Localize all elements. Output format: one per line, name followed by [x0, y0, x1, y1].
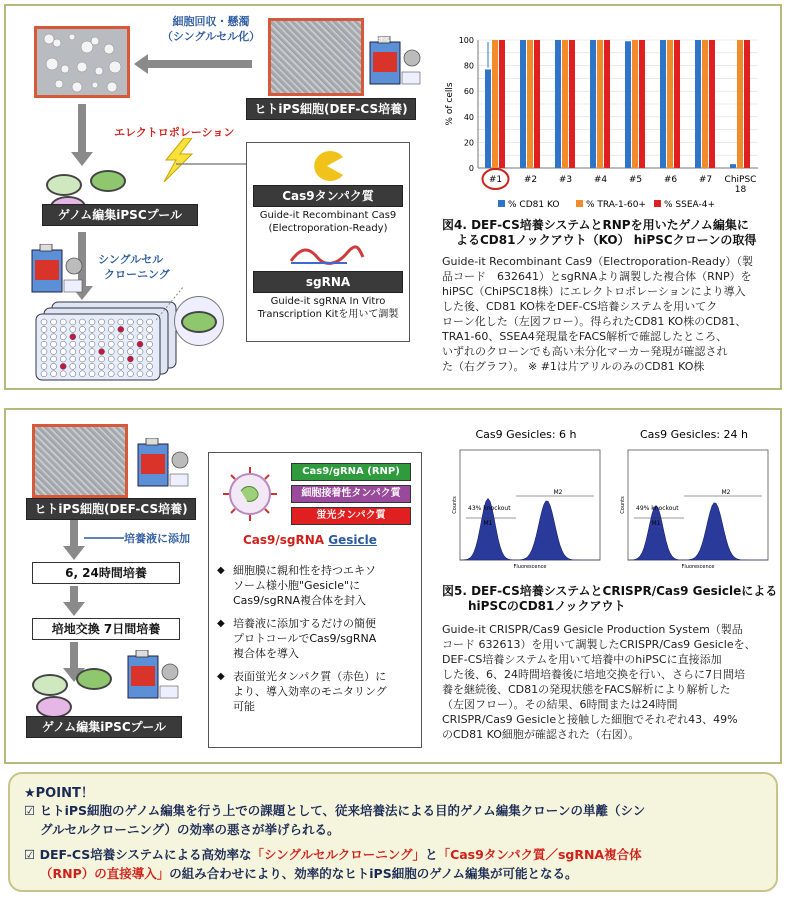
well [127, 371, 133, 377]
x-tick-label: 18 [734, 185, 747, 195]
well [89, 371, 95, 377]
step2-box [32, 618, 180, 640]
well [70, 326, 76, 332]
well [99, 334, 105, 340]
well [108, 319, 114, 325]
well [137, 349, 143, 355]
well [118, 363, 124, 369]
m2-label: M2 [553, 489, 563, 496]
bar-% CD81 KO [590, 40, 596, 168]
bar-% CD81 KO [695, 40, 701, 168]
well [41, 349, 47, 355]
fig5-body-line-3: DEF-CS培養システムを用いて培養中のhiPSCに直接添加 [442, 653, 722, 666]
well [70, 349, 76, 355]
well-positive [118, 326, 124, 332]
fluor-label: Fluorescence [681, 564, 715, 570]
bar-% TRA-1-60+ [737, 40, 743, 168]
dish-icon-2 [90, 170, 126, 192]
well [51, 356, 57, 362]
well [137, 319, 143, 325]
fig4-body-line-8: た（右グラフ）。 ※ #1は片アリルのみのCD81 KO株 [442, 360, 705, 373]
bullet-line: Cas9/sgRNA複合体を封入 [233, 594, 366, 607]
gesicle-box [208, 452, 422, 748]
well [118, 356, 124, 362]
electroporation-label: エレクトロポレーション [114, 126, 235, 139]
y-tick-label: 0 [468, 164, 474, 173]
well [79, 349, 85, 355]
flow-arrow-head-1 [71, 152, 93, 166]
ips-colony-photo-2 [32, 424, 128, 498]
well [41, 319, 47, 325]
well [60, 319, 66, 325]
diamond-icon: ◆ [217, 618, 225, 629]
checkbox-icon-1: ☑ [24, 803, 40, 818]
legend-swatch [576, 200, 583, 207]
well [118, 319, 124, 325]
bullet-line: ソーム様小胞"Gesicle"に [233, 579, 361, 592]
cell-clusters-image [37, 29, 127, 95]
fig4-title-2: よるCD81ノックアウト（KO） hiPSCクローンの取得 [456, 233, 757, 247]
well [60, 341, 66, 347]
bar-chart [436, 16, 776, 216]
well [118, 334, 124, 340]
reagent-box [246, 142, 410, 342]
well [89, 349, 95, 355]
pill-fluor: 蛍光タンパク質 [291, 507, 411, 525]
well [127, 326, 133, 332]
well [118, 349, 124, 355]
well [147, 371, 153, 377]
well-positive [127, 356, 133, 362]
legend-label: % TRA-1-60+ [586, 200, 646, 210]
well [147, 356, 153, 362]
flow-arrow-shaft-1 [78, 104, 86, 154]
panel-fig4 [4, 4, 782, 390]
well [108, 363, 114, 369]
bullet-line: プロトコールでCas9/sgRNA [233, 632, 377, 645]
well [99, 341, 105, 347]
checkbox-icon-2: ☑ [24, 847, 40, 862]
m1-label: M1 [651, 520, 661, 527]
fig5-body-line-2: コード 632613）を用いて調製したCRISPR/Cas9 Gesicleを、 [442, 638, 756, 651]
sgrna-line1: Guide-it sgRNA In Vitro [270, 296, 386, 307]
y-tick-label: 60 [463, 87, 474, 97]
bar-% TRA-1-60+ [492, 40, 498, 168]
bar-% TRA-1-60+ [702, 40, 708, 168]
well [147, 326, 153, 332]
y-tick-label: 20 [463, 138, 474, 148]
well [89, 363, 95, 369]
cas9-pacman-icon [309, 151, 345, 181]
fig5-body [442, 622, 778, 742]
well [108, 371, 114, 377]
fig4-body-line-4: した後、CD81 KO株をDEF-CS培養システムを用いてク [442, 300, 718, 313]
dish2-icon-1 [32, 674, 68, 696]
bar-% SSEA-4+ [709, 40, 715, 168]
well [70, 371, 76, 377]
ips-colony-photo [268, 18, 364, 96]
bar-% SSEA-4+ [744, 40, 750, 168]
well [108, 349, 114, 355]
pill-rnp: Cas9/gRNA (RNP) [291, 463, 411, 481]
counts-label: Counts [620, 496, 626, 514]
pool-label: ゲノム編集iPSCプール [42, 204, 198, 226]
single-cell-label-2: クローニング [104, 268, 170, 281]
well [147, 349, 153, 355]
bar-% SSEA-4+ [534, 40, 540, 168]
x-tick-label: #6 [663, 175, 678, 185]
well [147, 319, 153, 325]
well [108, 356, 114, 362]
well [60, 326, 66, 332]
step2-label: 培地交換 7日間培養 [51, 622, 161, 636]
legend-label: % CD81 KO [508, 200, 560, 210]
bar-% SSEA-4+ [604, 40, 610, 168]
flask-icon [368, 36, 422, 88]
panel-fig5 [4, 408, 782, 764]
y-tick-label: 80 [463, 61, 474, 71]
legend-swatch [498, 200, 505, 207]
well [70, 319, 76, 325]
well [51, 326, 57, 332]
well [99, 319, 105, 325]
well-positive [99, 349, 105, 355]
well [99, 356, 105, 362]
bullet-list [217, 563, 417, 722]
fig5-title-2: hiPSCのCD81ノックアウト [468, 599, 626, 613]
well [137, 334, 143, 340]
fig4-body-line-6: TRA1-60、SSEA4発現量をFACS解析で確認したところ、 [442, 330, 728, 343]
well [89, 341, 95, 347]
well [60, 371, 66, 377]
m1-label: M1 [483, 520, 493, 527]
fig5-body-line-8: のCD81 KO細胞が確認された（右図）。 [442, 728, 640, 741]
well [79, 341, 85, 347]
recovery-label-1: 細胞回収・懸濁 [172, 15, 250, 28]
single-cell-photo [34, 26, 130, 98]
diamond-icon: ◆ [217, 565, 225, 576]
well [60, 334, 66, 340]
well [147, 341, 153, 347]
well [118, 371, 124, 377]
well [108, 341, 114, 347]
well [60, 349, 66, 355]
hist-title: Cas9 Gesicles: 6 h [475, 428, 577, 441]
well [41, 326, 47, 332]
well [137, 356, 143, 362]
well [127, 334, 133, 340]
step1-box [32, 562, 180, 584]
step1-label: 6, 24時間培養 [65, 566, 147, 580]
dish2-icon-3 [36, 696, 72, 718]
well [41, 356, 47, 362]
hist-title: Cas9 Gesicles: 24 h [640, 428, 748, 441]
sgrna-icon [287, 243, 367, 267]
recovery-label-2: （シングルセル化） [161, 30, 261, 43]
well [60, 356, 66, 362]
fig5-body-line-1: Guide-it CRISPR/Cas9 Gesicle Production System（製品 [442, 623, 743, 636]
add-label: 培養液に添加 [124, 532, 190, 545]
fig4-title-1: 図4. DEF-CS培養システムとRNPを用いたゲノム編集に [442, 218, 749, 232]
y-tick-label: 100 [458, 36, 474, 45]
histograms [436, 420, 776, 580]
legend-label: % SSEA-4+ [664, 200, 715, 210]
point-line1a: ヒトiPS細胞のゲノム編集を行う上での課題として、従来培養法による目的ゲノム編集クローンの単離（シン [39, 803, 646, 818]
point-line1b: グルセルクローニング）の効率の悪さが挙げられる。 [40, 822, 340, 837]
add-connector [84, 534, 128, 542]
well [137, 363, 143, 369]
sgrna-line2: Transcription Kitを用いて調製 [257, 309, 399, 320]
bar-% TRA-1-60+ [527, 40, 533, 168]
well [79, 363, 85, 369]
well-positive [70, 334, 76, 340]
bullet-line: 培養液に添加するだけの簡便 [233, 617, 376, 630]
left-arrow [134, 54, 254, 74]
well [51, 334, 57, 340]
well-positive [137, 341, 143, 347]
well [127, 319, 133, 325]
bullet-line: 細胞膜に親和性を持つエキソ [233, 564, 376, 577]
well [51, 363, 57, 369]
well [99, 371, 105, 377]
well [41, 334, 47, 340]
x-tick-label: #4 [593, 175, 608, 185]
x-tick-label: #1 [488, 175, 503, 185]
flask-icon-2 [30, 244, 84, 296]
well [89, 334, 95, 340]
fig4-body-line-5: ローン化した（左図フロー）。得られたCD81 KO株のCD81、 [442, 315, 747, 328]
counts-label: Counts [452, 496, 458, 514]
bar-% SSEA-4+ [569, 40, 575, 168]
well [41, 363, 47, 369]
well [70, 363, 76, 369]
x-tick-label: #2 [523, 175, 538, 185]
fig4-body-line-3: hiPSC（ChiPSC18株）にエレクトロポレーションにより導入 [442, 285, 746, 298]
x-tick-label: #7 [698, 175, 713, 185]
y-tick-label: 40 [463, 112, 474, 122]
single-cell-label-1: シングルセル [98, 253, 164, 266]
well [70, 341, 76, 347]
bar-% CD81 KO [625, 41, 631, 168]
well [147, 334, 153, 340]
knockout-label: 43% knockout [468, 505, 511, 512]
bar-% CD81 KO [660, 40, 666, 168]
fig4-body-line-7: いずれのクローンでも高い未分化マーカー発現が確認され [442, 345, 728, 358]
x-tick-label: ChiPSC [724, 175, 757, 185]
bar-% SSEA-4+ [639, 40, 645, 168]
bar-% CD81 KO [485, 69, 491, 168]
bar-% CD81 KO [730, 164, 736, 168]
point-box [8, 772, 778, 892]
bullet-item [217, 616, 417, 661]
sgrna-title: sgRNA [253, 271, 403, 293]
fig4-body [442, 254, 778, 374]
point-line2a-hl1: 「シングルセルクローニング」 [251, 847, 426, 862]
gesicle-icon [215, 459, 285, 529]
well-positive [60, 363, 66, 369]
pill-adhesion: 細胞接着性タンパク質 [291, 485, 411, 503]
flow2-head-1 [63, 546, 85, 560]
bar-% TRA-1-60+ [667, 40, 673, 168]
bar-% TRA-1-60+ [632, 40, 638, 168]
well [118, 341, 124, 347]
well [127, 341, 133, 347]
fig4-body-line-1: Guide-it Recombinant Cas9（Electroporation-Ready）（製 [442, 255, 754, 268]
cas9-line2: (Electroporation-Ready) [268, 223, 388, 234]
well [137, 371, 143, 377]
well [79, 356, 85, 362]
fluor-label: Fluorescence [513, 564, 547, 570]
bullet-line: 複合体を導入 [233, 647, 299, 660]
connector-line [176, 156, 250, 176]
well [41, 341, 47, 347]
bullet-item [217, 563, 417, 608]
well [51, 341, 57, 347]
knockout-label: 49% knockout [636, 505, 679, 512]
bar-% TRA-1-60+ [597, 40, 603, 168]
cas9-line1: Guide-it Recombinant Cas9 [259, 210, 397, 221]
fig4-body-line-2: 品コード 632641）とsgRNAより調製した複合体（RNP）を [442, 270, 752, 283]
well [99, 363, 105, 369]
bar-% CD81 KO [520, 40, 526, 168]
cas9-title: Cas9タンパク質 [253, 185, 403, 207]
x-tick-label: #5 [628, 175, 643, 185]
well [51, 371, 57, 377]
diamond-icon: ◆ [217, 671, 225, 682]
well [127, 363, 133, 369]
point-line2a-hl2: 「Cas9タンパク質／sgRNA複合体 [437, 847, 642, 862]
fig5-body-line-5: 養を継続後、CD81の発現状態をFACS解析により解析した [442, 683, 731, 696]
flask-label: DEF-CS™ [372, 36, 401, 43]
point-line2a-pre: DEF-CS培養システムによる高効率な [39, 847, 252, 862]
bullet-line: 表面蛍光タンパク質（赤色）に [233, 670, 387, 683]
well [127, 349, 133, 355]
fig5-body-line-4: した後、6、24時間培養後に培地交換を行い、さらに7日間培 [442, 668, 745, 681]
dish-icon-1 [46, 174, 82, 196]
bar-% CD81 KO [555, 40, 561, 168]
gesicle-label-b: Gesicle [328, 533, 377, 547]
zoom-dish-icon [181, 311, 217, 333]
flow2-head-2 [63, 602, 85, 616]
dish2-icon-2 [76, 668, 112, 690]
flask-icon-3 [136, 438, 190, 490]
m2-label: M2 [721, 489, 731, 496]
well [79, 319, 85, 325]
bar-% SSEA-4+ [499, 40, 505, 168]
point-title: ★POINT！ [24, 786, 94, 801]
point-line2b-post: の組み合わせにより、効率的なヒトiPS細胞のゲノム編集が可能となる。 [169, 866, 578, 881]
well [147, 363, 153, 369]
well [79, 326, 85, 332]
bar-% SSEA-4+ [674, 40, 680, 168]
well [41, 371, 47, 377]
point-line2a-mid: と [425, 847, 438, 862]
point-line2b-hl: （RNP）の直接導入」 [40, 866, 170, 881]
well [89, 326, 95, 332]
well [89, 319, 95, 325]
bullet-line: 可能 [233, 700, 255, 713]
pool-label-2: ゲノム編集iPSCプール [26, 716, 182, 738]
fig5-body-line-6: （左図フロー）。その結果、6時間または24時間 [442, 698, 678, 711]
well [108, 334, 114, 340]
zoom-circle [174, 296, 224, 346]
flask-icon-4 [126, 650, 180, 702]
bullet-item [217, 669, 417, 714]
cell-box-label: ヒトiPS細胞(DEF-CS培養) [246, 98, 416, 120]
y-axis-label: % of cells [445, 82, 455, 126]
cell-box-label-2: ヒトiPS細胞(DEF-CS培養) [26, 498, 196, 520]
fig5-body-line-7: CRISPR/Cas9 Gesicleと接触した細胞でそれぞれ43、49% [442, 713, 738, 726]
x-tick-label: #3 [558, 175, 573, 185]
well [99, 326, 105, 332]
fig5-title-1: 図5. DEF-CS培養システムとCRISPR/Cas9 Gesicleによる [442, 584, 778, 598]
legend-swatch [654, 200, 661, 207]
bar-% TRA-1-60+ [562, 40, 568, 168]
well [51, 349, 57, 355]
well [51, 319, 57, 325]
well [70, 356, 76, 362]
well [79, 334, 85, 340]
well [89, 356, 95, 362]
well [137, 326, 143, 332]
well [108, 326, 114, 332]
gesicle-label-a: Cas9/sgRNA [243, 533, 329, 547]
bullet-line: より、導入効率のモニタリング [233, 685, 387, 698]
well [79, 371, 85, 377]
